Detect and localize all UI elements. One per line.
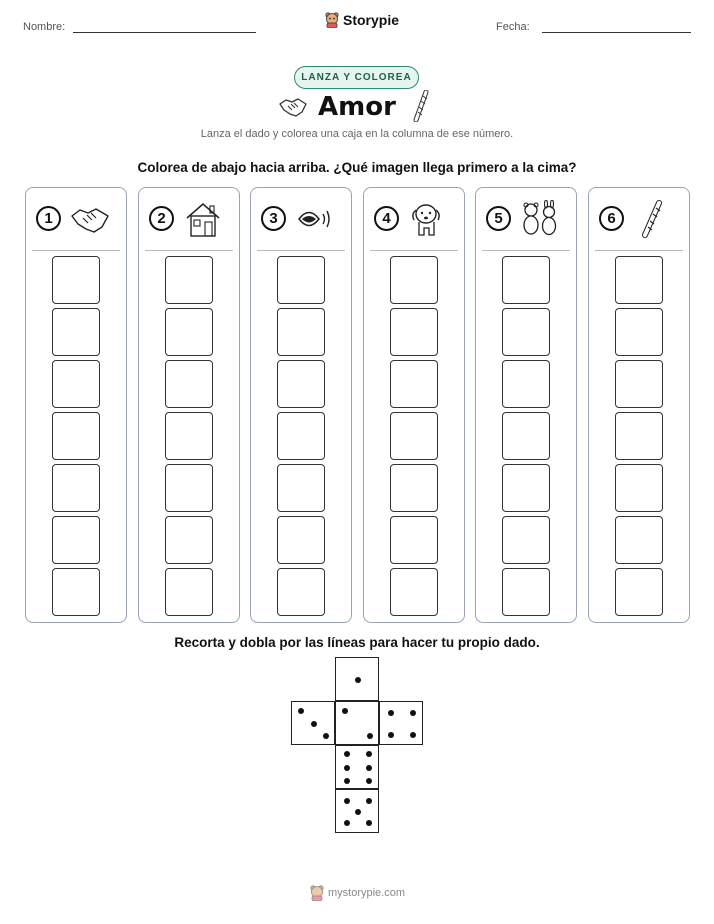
color-box[interactable] [165,516,213,564]
die-pip [366,798,372,804]
color-box[interactable] [277,360,325,408]
bear-logo-icon [325,12,339,28]
color-box[interactable] [165,308,213,356]
color-box[interactable] [165,256,213,304]
date-line[interactable] [542,32,691,33]
column-divider [482,250,570,251]
die-pip [311,721,317,727]
puppy-icon [408,200,448,238]
column-number: 4 [374,206,399,231]
die-face-2 [335,701,379,745]
color-box[interactable] [502,464,550,512]
die-pip [410,732,416,738]
color-box[interactable] [502,360,550,408]
color-box[interactable] [390,464,438,512]
color-box[interactable] [165,360,213,408]
die-face-1 [335,657,379,701]
die-pip [355,677,361,683]
column-number: 1 [36,206,61,231]
color-box[interactable] [615,308,663,356]
die-pip [366,751,372,757]
color-box[interactable] [502,412,550,460]
color-box[interactable] [615,256,663,304]
name-label: Nombre: [23,21,66,33]
color-box[interactable] [52,464,100,512]
color-box[interactable] [277,412,325,460]
color-box[interactable] [502,308,550,356]
die-pip [342,708,348,714]
color-box[interactable] [502,516,550,564]
column-header [476,188,576,250]
column-number: 6 [599,206,624,231]
color-box[interactable] [277,308,325,356]
column-divider [370,250,458,251]
color-box[interactable] [615,360,663,408]
die-pip [366,778,372,784]
color-box[interactable] [165,464,213,512]
page-title: Amor [318,92,396,122]
color-box[interactable] [52,360,100,408]
die-pip [366,765,372,771]
color-box[interactable] [52,256,100,304]
color-box[interactable] [502,568,550,616]
die-face-3 [291,701,335,745]
color-box[interactable] [165,412,213,460]
handshake-icon [70,200,110,238]
activity-badge: LANZA Y COLOREA [294,66,419,89]
column-header [364,188,464,250]
column-1 [25,187,127,623]
color-box[interactable] [615,516,663,564]
name-line[interactable] [73,32,256,33]
column-6 [588,187,690,623]
column-2 [138,187,240,623]
column-divider [257,250,345,251]
color-box[interactable] [615,568,663,616]
column-header [26,188,126,250]
color-box[interactable] [277,256,325,304]
color-box[interactable] [165,568,213,616]
color-box[interactable] [615,464,663,512]
color-box[interactable] [390,360,438,408]
column-5 [475,187,577,623]
singing-mouth-icon [295,200,335,238]
die-pip [344,798,350,804]
column-header [251,188,351,250]
column-header [139,188,239,250]
subtitle: Lanza el dado y colorea una caja en la columna de ese número. [200,128,514,140]
house-icon [183,200,223,238]
column-3 [250,187,352,623]
color-box[interactable] [277,464,325,512]
color-box[interactable] [390,516,438,564]
color-box[interactable] [615,412,663,460]
die-pip [323,733,329,739]
brand-logo [325,12,399,28]
instruction-bottom: Recorta y dobla por las líneas para hacer tu propio dado. [174,635,540,650]
column-number: 5 [486,206,511,231]
color-box[interactable] [52,516,100,564]
column-header [589,188,689,250]
die-pip [388,732,394,738]
color-box[interactable] [52,412,100,460]
footer [310,885,405,901]
column-divider [32,250,120,251]
color-box[interactable] [390,308,438,356]
die-pip [410,710,416,716]
bear-logo-icon [310,885,324,901]
column-number: 3 [261,206,286,231]
die-pip [344,820,350,826]
die-face-5 [335,789,379,833]
die-pip [355,809,361,815]
color-box[interactable] [390,412,438,460]
die-pip [366,820,372,826]
column-divider [145,250,233,251]
color-box[interactable] [277,516,325,564]
color-box[interactable] [52,308,100,356]
date-label: Fecha: [496,21,530,33]
friendship-bracelet-icon [633,200,673,238]
column-number: 2 [149,206,174,231]
teddy-bears-icon [520,200,560,238]
color-box[interactable] [390,256,438,304]
die-pip [344,765,350,771]
die-pip [298,708,304,714]
color-box[interactable] [502,256,550,304]
die-pip [388,710,394,716]
brand-name: Storypie [343,12,400,28]
color-box[interactable] [52,568,100,616]
die-pip [367,733,373,739]
die-face-6 [335,745,379,789]
color-box[interactable] [390,568,438,616]
die-face-4 [379,701,423,745]
footer-url: mystorypie.com [328,887,406,899]
column-divider [595,250,683,251]
die-pip [344,778,350,784]
color-box[interactable] [277,568,325,616]
column-4 [363,187,465,623]
instruction-top: Colorea de abajo hacia arriba. ¿Qué imagen llega primero a la cima? [137,160,577,175]
die-pip [344,751,350,757]
friendship-bracelet-icon [410,90,432,122]
